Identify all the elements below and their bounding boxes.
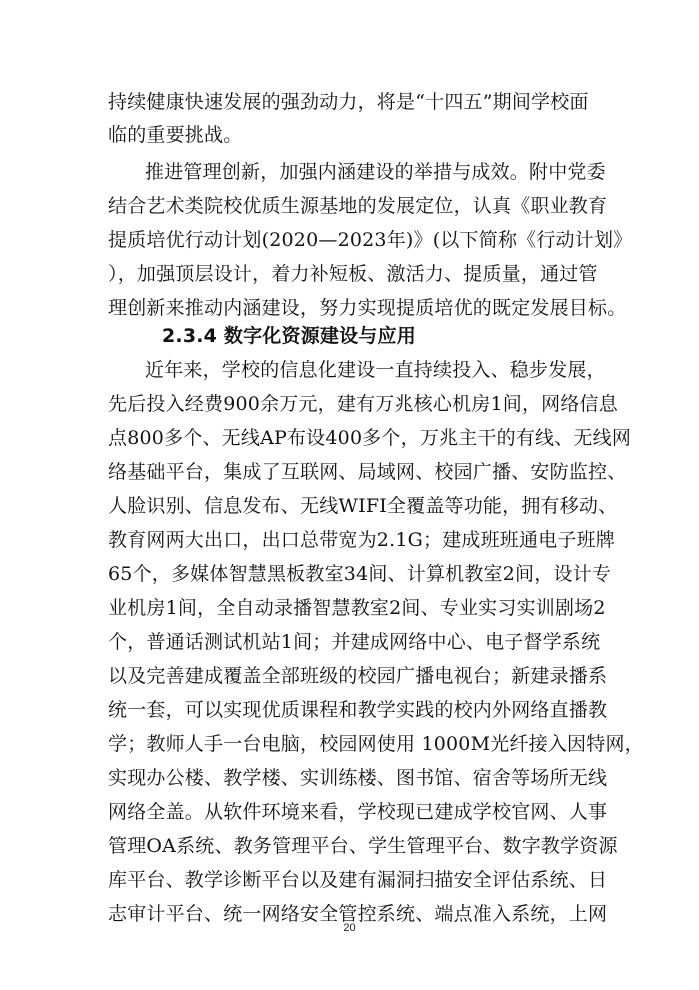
text-line: 推进管理创新，加强内涵建设的举措与成效。附中党委 bbox=[145, 161, 606, 183]
text-line: 教育网两大出口，出口总带宽为2.1G；建成班班通电子班牌 bbox=[108, 529, 615, 551]
text-line: 持续健康快速发展的强劲动力，将是“十四五”期间学校面 bbox=[108, 91, 589, 113]
text-line: 结合艺术类院校优质生源基地的发展定位，认真《职业教育 bbox=[108, 195, 608, 217]
text-line: 理创新来推动内涵建设，努力实现提质培优的既定发展目标。 bbox=[108, 297, 627, 319]
text-line: 近年来，学校的信息化建设一直持续投入、稳步发展， bbox=[145, 359, 606, 381]
text-line: ），加强顶层设计，着力补短板、激活力、提质量，通过管 bbox=[108, 263, 598, 285]
text-line: 实现办公楼、教学楼、实训练楼、图书馆、宿舍等场所无线 bbox=[108, 767, 608, 789]
text-line: 提质培优行动计划(2020—2023年)》(以下简称《行动计划》 bbox=[108, 229, 633, 251]
page-number: 20 bbox=[343, 922, 356, 934]
text-line: 学；教师人手一台电脑，校园网使用 1000M光纤接入因特网， bbox=[108, 733, 644, 755]
text-line: 统一套，可以实现优质课程和教学实践的校内外网络直播教 bbox=[108, 699, 608, 721]
text-line: 库平台、教学诊断平台以及建有漏洞扫描安全评估系统、日 bbox=[108, 869, 608, 891]
text-line: 网络全盖。从软件环境来看，学校现已建成学校官网、人事 bbox=[108, 801, 608, 823]
text-line: 管理OA系统、教务管理平台、学生管理平台、数字教学资源 bbox=[108, 835, 618, 857]
section-heading: 2.3.4 数字化资源建设与应用 bbox=[162, 325, 416, 347]
text-line: 65个，多媒体智慧黑板教室34间、计算机教室2间，设计专 bbox=[108, 563, 612, 585]
text-line: 个，普通话测试机站1间；并建成网络中心、电子督学系统 bbox=[108, 631, 601, 653]
text-line: 络基础平台，集成了互联网、局域网、校园广播、安防监控、 bbox=[108, 461, 627, 483]
text-line: 先后投入经费900余万元，建有万兆核心机房1间，网络信息 bbox=[108, 393, 618, 415]
text-line: 志审计平台、统一网络安全管控系统、端点准入系统，上网 bbox=[108, 903, 608, 925]
text-line: 以及完善建成覆盖全部班级的校园广播电视台；新建录播系 bbox=[108, 665, 608, 687]
text-line: 业机房1间，全自动录播智慧教室2间、专业实习实训剧场2 bbox=[108, 597, 606, 619]
text-line: 点800多个、无线AP布设400多个，万兆主干的有线、无线网 bbox=[108, 427, 632, 449]
text-line: 人脸识别、信息发布、无线WIFI全覆盖等功能，拥有移动、 bbox=[108, 495, 618, 517]
text-line: 临的重要挑战。 bbox=[108, 124, 243, 146]
